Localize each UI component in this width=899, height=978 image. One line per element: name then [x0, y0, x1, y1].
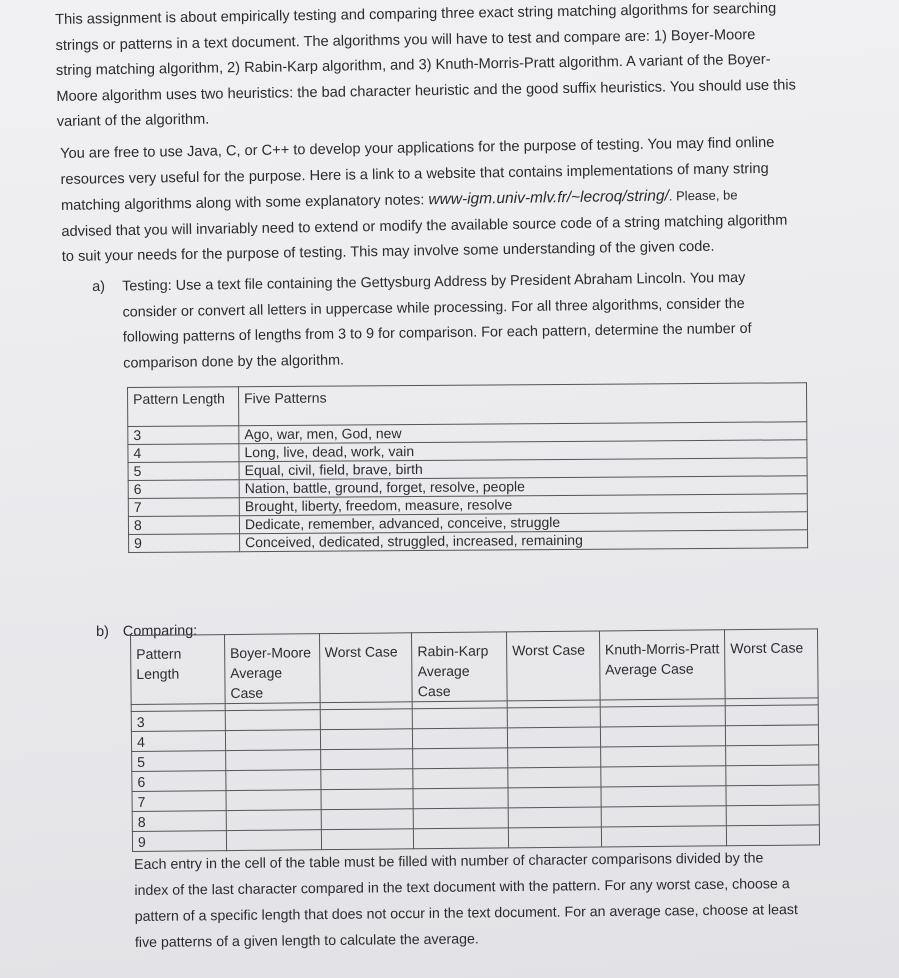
pattern-length-cell: 5: [132, 751, 226, 772]
resources-line-post: . Please, be: [668, 187, 738, 204]
header-pattern-length: Pattern Length: [131, 635, 226, 705]
table-row: [129, 530, 808, 553]
resources-paragraph: [60, 131, 788, 271]
empty-cell: [600, 706, 726, 727]
pattern-length-cell: 7: [132, 791, 226, 812]
empty-cell: [321, 829, 414, 850]
part-a-line: comparison done by the algorithm.: [123, 351, 345, 372]
header-bm-worst: Worst Case: [319, 633, 412, 703]
empty-cell: [725, 705, 818, 726]
empty-cell: [225, 710, 320, 731]
empty-cell: [726, 765, 819, 786]
part-a-line: following patterns of lengths from 3 to 9 for comparison. For each pattern, determine the number of: [122, 320, 752, 346]
rk-title: Rabin-Karp: [417, 642, 489, 660]
pattern-length-cell: 9: [129, 534, 240, 553]
patterns-cell: Dedicate, remember, advanced, conceive, struggle: [239, 512, 807, 534]
empty-cell: [601, 786, 727, 807]
part-a-label: a): [92, 278, 106, 295]
patterns-cell: Long, live, dead, work, vain: [239, 440, 807, 462]
patterns-cell: Ago, war, men, God, new: [239, 422, 807, 444]
patterns-cell: Conceived, dedicated, struggled, increased, remaining: [240, 530, 808, 552]
empty-cell: [508, 807, 601, 828]
part-b-label: b): [96, 623, 109, 640]
pattern-length-cell: 8: [132, 811, 226, 832]
table-header-row: [128, 383, 807, 427]
part-b-title: Comparing:: [122, 622, 198, 640]
empty-cell: [508, 827, 601, 848]
intro-line: strings or patterns in a text document. The algorithms you will have to test and compare are: 1) Boyer-Moore: [55, 26, 756, 54]
empty-cell: [726, 805, 819, 826]
resources-line-pre: matching algorithms along with some explanatory notes:: [60, 192, 429, 214]
average-case-label: Average Case: [230, 664, 283, 702]
intro-paragraph: [55, 0, 796, 135]
patterns-cell: Equal, civil, field, brave, birth: [239, 458, 807, 480]
empty-cell: [600, 746, 726, 767]
empty-cell: [414, 828, 509, 849]
empty-cell: [413, 748, 508, 769]
kmp-title: Knuth-Morris-Pratt: [604, 640, 720, 658]
header-five-patterns: Five Patterns: [239, 383, 807, 426]
comparison-table: [130, 628, 820, 852]
table-header-row: [131, 629, 819, 705]
resources-line: resources very useful for the purpose. Here is a link to a website that contains implementations of many string: [60, 160, 769, 188]
intro-line: string matching algorithm, 2) Rabin-Karp algorithm, and 3) Knuth-Morris-Pratt algorithm. A variant of the Boyer-: [55, 51, 771, 79]
string-algorithms-link[interactable]: www-igm.univ-mlv.fr/~lecroq/string/: [428, 187, 669, 209]
header-kmp-worst: Worst Case: [725, 629, 819, 699]
footer-paragraph: [134, 845, 798, 956]
empty-cell: [726, 745, 819, 766]
intro-line: This assignment is about empirically testing and comparing three exact string matching algorithms for searching: [55, 0, 777, 28]
empty-cell: [413, 768, 508, 789]
pattern-length-cell: 3: [128, 426, 239, 445]
empty-cell: [413, 788, 508, 809]
pattern-length-cell: 4: [131, 731, 225, 752]
bm-title: Boyer-Moore: [229, 644, 312, 662]
empty-cell: [321, 809, 414, 830]
footer-line: pattern of a specific length that does not occur in the text document. For an average case, choose at least: [134, 902, 798, 925]
empty-cell: [414, 808, 509, 829]
empty-cell: [508, 747, 601, 768]
header-rk-worst: Worst Case: [506, 631, 599, 701]
empty-cell: [601, 766, 727, 787]
pattern-length-cell: 9: [132, 831, 226, 852]
empty-cell: [726, 785, 819, 806]
pattern-length-cell: 4: [128, 444, 239, 463]
pattern-length-cell: 3: [131, 711, 225, 732]
empty-cell: [226, 830, 321, 851]
footer-line: Each entry in the cell of the table must be filled with number of character comparisons divided by the: [134, 850, 764, 873]
empty-cell: [600, 726, 726, 747]
resources-line: advised that you will invariably need to extend or modify the available source code of a string matching algorithm: [61, 212, 788, 240]
empty-cell: [226, 790, 321, 811]
empty-cell: [601, 826, 727, 847]
empty-cell: [320, 749, 413, 770]
empty-cell: [727, 825, 820, 846]
empty-cell: [507, 707, 600, 728]
empty-cell: [726, 725, 819, 746]
header-kmp-average: [599, 630, 725, 700]
empty-cell: [413, 728, 508, 749]
average-case-label: Average Case: [417, 662, 470, 700]
header-rk-average: [412, 632, 507, 702]
empty-cell: [508, 767, 601, 788]
intro-line: variant of the algorithm.: [56, 111, 210, 130]
empty-cell: [225, 750, 320, 771]
empty-cell: [508, 787, 601, 808]
patterns-table: [127, 382, 808, 553]
empty-cell: [321, 789, 414, 810]
patterns-cell: Nation, battle, ground, forget, resolve, people: [239, 476, 807, 498]
patterns-cell: Brought, liberty, freedom, measure, resolve: [239, 494, 807, 516]
footer-line: five patterns of a given length to calculate the average.: [134, 931, 479, 951]
empty-cell: [320, 769, 413, 790]
pattern-length-cell: 8: [128, 516, 239, 535]
empty-cell: [601, 806, 727, 827]
empty-cell: [507, 727, 600, 748]
average-case-label: Average Case: [605, 660, 694, 678]
part-a-paragraph: [92, 266, 752, 377]
footer-line: index of the last character compared in the text document with the pattern. For any worst case, choose a: [134, 876, 790, 899]
empty-cell: [225, 730, 320, 751]
resources-line: to suit your needs for the purpose of testing. This may involve some understanding of the given code.: [61, 238, 715, 265]
empty-cell: [320, 709, 413, 730]
header-bm-average: [224, 634, 319, 704]
pattern-length-cell: 6: [128, 480, 239, 499]
pattern-length-cell: 7: [128, 498, 239, 517]
empty-cell: [413, 708, 508, 729]
resources-line: You are free to use Java, C, or C++ to develop your applications for the purpose of testing. You may find online: [60, 134, 775, 162]
empty-cell: [320, 729, 413, 750]
empty-cell: [226, 770, 321, 791]
pattern-length-cell: 6: [132, 771, 226, 792]
header-pattern-length: Pattern Length: [128, 387, 239, 427]
part-a-line: Testing: Use a text file containing the Gettysburg Address by President Abraham Lincoln. You may: [122, 269, 746, 295]
empty-cell: [226, 810, 321, 831]
part-a-line: consider or convert all letters in uppercase while processing. For all three algorithms, consider the: [122, 295, 745, 321]
intro-line: Moore algorithm uses two heuristics: the bad character heuristic and the good suffix heuristics. You should use this: [56, 76, 796, 105]
pattern-length-cell: 5: [128, 462, 239, 481]
